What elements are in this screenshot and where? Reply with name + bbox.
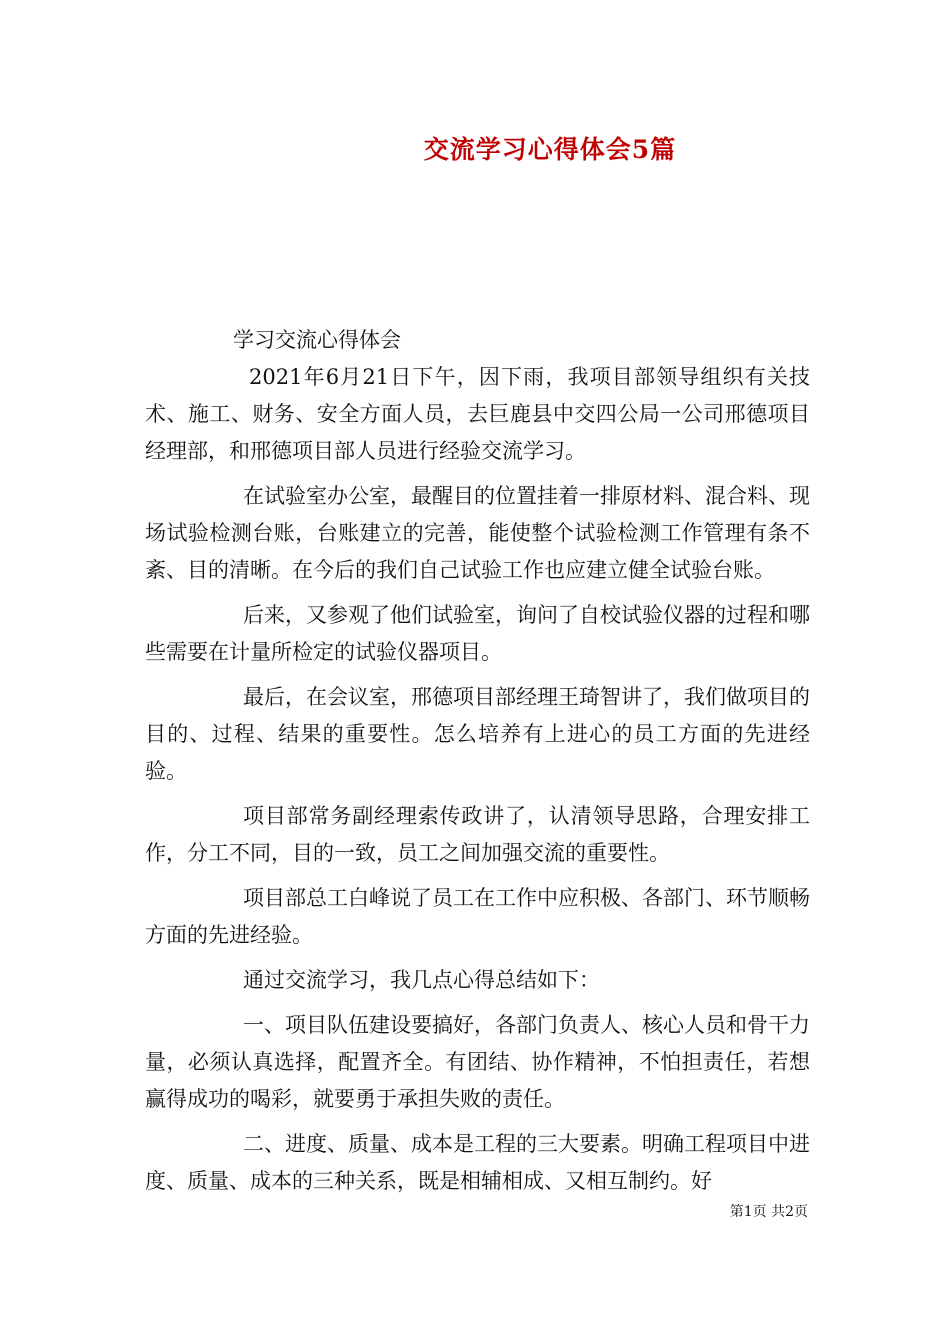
paragraph: 后来，又参观了他们试验室，询问了自校试验仪器的过程和哪些需要在计量所检定的试验仪器项目。 xyxy=(145,603,810,664)
document-title: 交流学习心得体会5篇 xyxy=(423,135,677,164)
section-subheading: 学习交流心得体会 xyxy=(233,328,401,352)
paragraph: 通过交流学习，我几点心得总结如下： xyxy=(243,968,600,992)
paragraph: 二、进度、质量、成本是工程的三大要素。明确工程项目中进度、质量、成本的三种关系，既是相辅相成、又相互制约。好 xyxy=(145,1132,810,1193)
paragraph: 在试验室办公室，最醒目的位置挂着一排原材料、混合料、现场试验检测台账，台账建立的完善，能使整个试验检测工作管理有条不紊、目的清晰。在今后的我们自己试验工作也应建立健全试验台账。 xyxy=(145,484,810,582)
paragraph: 最后，在会议室，邢德项目部经理王琦智讲了，我们做项目的目的、过程、结果的重要性。怎么培养有上进心的员工方面的先进经验。 xyxy=(145,685,810,783)
paragraph: 一、项目队伍建设要搞好，各部门负责人、核心人员和骨干力量，必须认真选择，配置齐全。有团结、协作精神，不怕担责任，若想赢得成功的喝彩，就要勇于承担失败的责任。 xyxy=(145,1013,810,1111)
paragraph: 项目部常务副经理索传政讲了，认清领导思路，合理安排工作，分工不同，目的一致，员工之间加强交流的重要性。 xyxy=(145,804,810,865)
page-number-footer: 第1页 共2页 xyxy=(729,1204,808,1220)
paragraph: 2021年6月21日下午，因下雨，我项目部领导组织有关技术、施工、财务、安全方面人员，去巨鹿县中交四公局一公司邢德项目经理部，和邢德项目部人员进行经验交流学习。 xyxy=(145,365,810,463)
paragraph: 项目部总工白峰说了员工在工作中应积极、各部门、环节顺畅方面的先进经验。 xyxy=(145,886,810,947)
document-body xyxy=(145,322,810,1208)
